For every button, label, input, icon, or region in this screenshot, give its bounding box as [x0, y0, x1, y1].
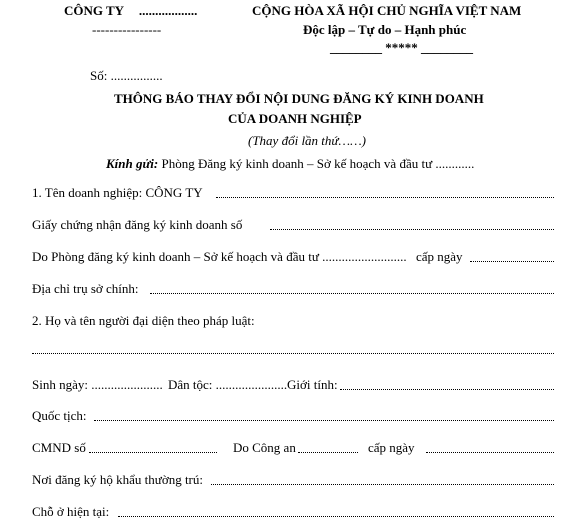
field-current-address: Chỗ ở hiện tại: — [32, 504, 110, 519]
field-residence: Nơi đăng ký hộ khẩu thường trú: — [32, 472, 203, 487]
field-gender-dots — [340, 389, 554, 390]
field-nationality-dots — [94, 420, 554, 421]
nation-title: CỘNG HÒA XÃ HỘI CHỦ NGHĨA VIỆT NAM — [252, 3, 522, 18]
field-representative-dots — [32, 353, 554, 354]
field-issued-date-label: cấp ngày — [416, 249, 463, 264]
field-id-date-label: cấp ngày — [368, 440, 415, 455]
document-title-line2: CỦA DOANH NGHIỆP — [228, 111, 362, 126]
field-police-dots — [298, 452, 358, 453]
document-title-line1: THÔNG BÁO THAY ĐỔI NỘI DUNG ĐĂNG KÝ KINH DOANH — [114, 91, 484, 106]
company-dots: .................. — [138, 3, 198, 18]
document-number: Số: ................ — [90, 68, 163, 83]
motto-underline: ________ ***** ________ — [330, 40, 473, 55]
field-gender-label: Giới tính: — [287, 377, 338, 392]
recipient-label: Kính gửi: — [106, 156, 159, 171]
field-issued-by: Do Phòng đăng ký kinh doanh – Sở kế hoạch và đầu tư .......................... — [32, 249, 407, 264]
motto: Độc lập – Tự do – Hạnh phúc — [303, 22, 467, 37]
company-label: CÔNG TY .................. — [64, 3, 198, 18]
field-nationality: Quốc tịch: — [32, 408, 87, 423]
document-subtitle: (Thay đổi lần thứ……) — [248, 133, 366, 148]
field-police-label: Do Công an — [233, 440, 296, 455]
recipient-line — [106, 156, 474, 172]
field-ethnicity: Dân tộc: ...................... — [168, 377, 288, 392]
field-company-name: 1. Tên doanh nghiệp: CÔNG TY — [32, 185, 203, 200]
field-birthdate: Sinh ngày: ...................... — [32, 377, 163, 392]
field-id-number-label: CMND số — [32, 440, 86, 455]
company-underline: ---------------- — [92, 22, 162, 37]
recipient-text: Phòng Đăng ký kinh doanh – Sở kế hoạch và đầu tư ............ — [161, 156, 475, 171]
field-current-address-dots — [118, 516, 554, 517]
field-issued-date-dots — [470, 261, 554, 262]
field-address-dots — [150, 293, 554, 294]
field-residence-dots — [211, 484, 554, 485]
field-company-name-dots — [216, 197, 554, 198]
field-address: Địa chỉ trụ sở chính: — [32, 281, 139, 296]
field-representative: 2. Họ và tên người đại diện theo pháp luật: — [32, 313, 255, 328]
field-certificate-dots — [270, 229, 554, 230]
field-id-date-dots — [426, 452, 554, 453]
field-certificate: Giấy chứng nhận đăng ký kinh doanh số — [32, 217, 243, 232]
field-id-number-dots — [89, 452, 217, 453]
